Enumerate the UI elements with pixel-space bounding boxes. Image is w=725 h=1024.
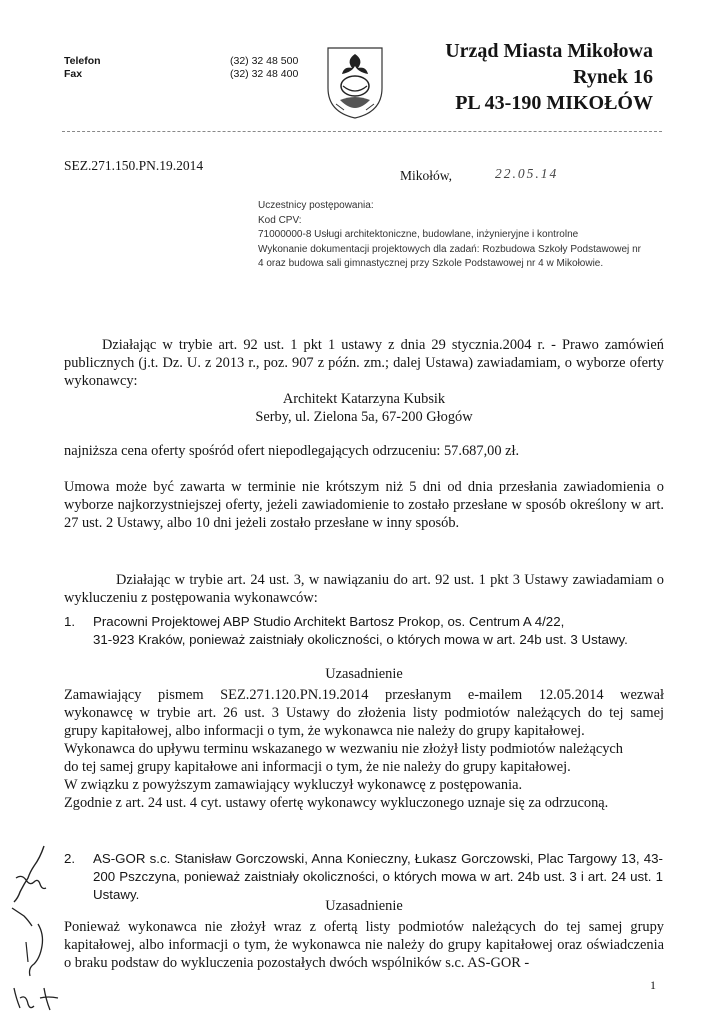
justification-heading-2: Uzasadnienie — [325, 898, 403, 914]
justification-1-line: Zgodnie z art. 24 ust. 4 cyt. ustawy ofertę wykonawcy wykluczonego uznaje się za odrzuconą. — [64, 795, 609, 811]
item1-number: 1. — [64, 614, 76, 629]
item2-number: 2. — [64, 851, 76, 866]
justification-1-line: Zamawiający pismem SEZ.271.120.PN.19.2014 przesłanym e-mailem 12.05.2014 wezwał — [64, 687, 664, 703]
date-stamp: 22.05.14 — [495, 166, 559, 181]
fax-number: (32) 32 48 400 — [230, 68, 299, 80]
page-number: 1 — [650, 978, 656, 992]
justification-1-line: grupy kapitałowej, albo informacji o tym, że wykonawca nie należy do grupy kapitałowej. — [64, 723, 585, 739]
addressee-participants: Uczestnicy postępowania: — [258, 200, 374, 211]
place: Mikołów, — [400, 168, 453, 183]
winner-name: Architekt Katarzyna Kubsik — [282, 391, 446, 407]
addressee-cpv-code: 71000000-8 Usługi architektoniczne, budowlane, inżynieryjne i kontrolne — [258, 229, 579, 240]
item1-line1: Pracowni Projektowej ABP Studio Architekt Bartosz Prokop, os. Centrum A 4/22, — [93, 614, 565, 629]
handwritten-signature — [4, 838, 66, 1018]
item2-text: AS-GOR s.c. Stanisław Gorczowski, Anna Konieczny, Łukasz Gorczowski, Plac Targowy 13, 43-200 Pszczyna, ponieważ zaistniały okoliczności, o których mowa w art. 24b ust. 3 i art. 24 ust. 1 Ustawy. — [93, 851, 663, 902]
addressee-cpv-label: Kod CPV: — [258, 214, 302, 226]
decision-paragraph: Działając w trybie art. 92 ust. 1 pkt 1 ustawy z dnia 29 stycznia.2004 r. - Prawo zamówień publicznych (j.t. Dz. U. z 2013 r., poz. 907 z późn. zm.; dalej Ustawa) zawiadamiam, o wyborze oferty wykonawcy: — [64, 337, 664, 389]
contract-term-paragraph: Umowa może być zawarta w terminie nie krótszym niż 5 dni od dnia przesłania zawiadomienia o wyborze najkorzystniejszej oferty, jeżeli zawiadomienie to zostało przesłane w sposób określony w art. 27 ust. 2 Ustawy, albo 10 dni jeżeli zostało przesłane w inny sposób. — [64, 479, 664, 531]
phone-number: (32) 32 48 500 — [230, 55, 299, 67]
office-name: Urząd Miasta Mikołowa — [445, 40, 653, 62]
addressee-subject: Wykonanie dokumentacji projektowych dla zadań: Rozbudowa Szkoły Podstawowej nr 4 oraz budowa sali gimnastycznej przy Szkole Podstawowej nr 4 w Mikołowie. — [258, 243, 641, 269]
justification-1-line: Wykonawca do upływu terminu wskazanego w wezwaniu nie złożył listy podmiotów należących — [64, 741, 623, 757]
winner-address: Serby, ul. Zielona 5a, 67-200 Głogów — [255, 409, 473, 425]
phone-label: Telefon — [64, 55, 101, 67]
item1-line2: 31-923 Kraków, ponieważ zaistniały okoliczności, o których mowa w art. 24b ust. 3 Ustawy. — [93, 632, 628, 647]
case-reference: SEZ.271.150.PN.19.2014 — [64, 158, 204, 173]
justification-1-line: do tej samej grupy kapitałowe ani informacji o tym, że nie należy do grupy kapitałowej. — [64, 759, 571, 775]
office-street: Rynek 16 — [573, 66, 653, 88]
justification-2: Ponieważ wykonawca nie złożył wraz z ofertą listy podmiotów należących do tej samej grupy kapitałowej, albo informacji o tym, że wykonawca nie należy do grupy kapitałowej oraz oświadczenia o braku podstaw do wykluczenia pozostałych dwóch wspólników s.c. AS-GOR - — [64, 919, 664, 971]
justification-1-line: wykonawcę w trybie art. 26 ust. 3 Ustawy do złożenia listy podmiotów należących do tej samej — [64, 705, 664, 721]
price-line: najniższa cena oferty spośród ofert niepodlegających odrzuceniu: 57.687,00 zł. — [64, 443, 520, 459]
header-divider — [62, 131, 662, 132]
addressee-block — [258, 199, 641, 272]
exclusion-paragraph: Działając w trybie art. 24 ust. 3, w nawiązaniu do art. 92 ust. 1 pkt 3 Ustawy zawiadamiam o wykluczeniu z postępowania wykonawców: — [64, 572, 664, 606]
justification-1-line: W związku z powyższym zamawiający wykluczył wykonawcę z postępowania. — [64, 777, 523, 793]
justification-1 — [64, 686, 664, 812]
fax-label: Fax — [64, 68, 83, 80]
office-postal: PL 43-190 MIKOŁÓW — [455, 92, 653, 114]
justification-heading-1: Uzasadnienie — [325, 666, 403, 682]
